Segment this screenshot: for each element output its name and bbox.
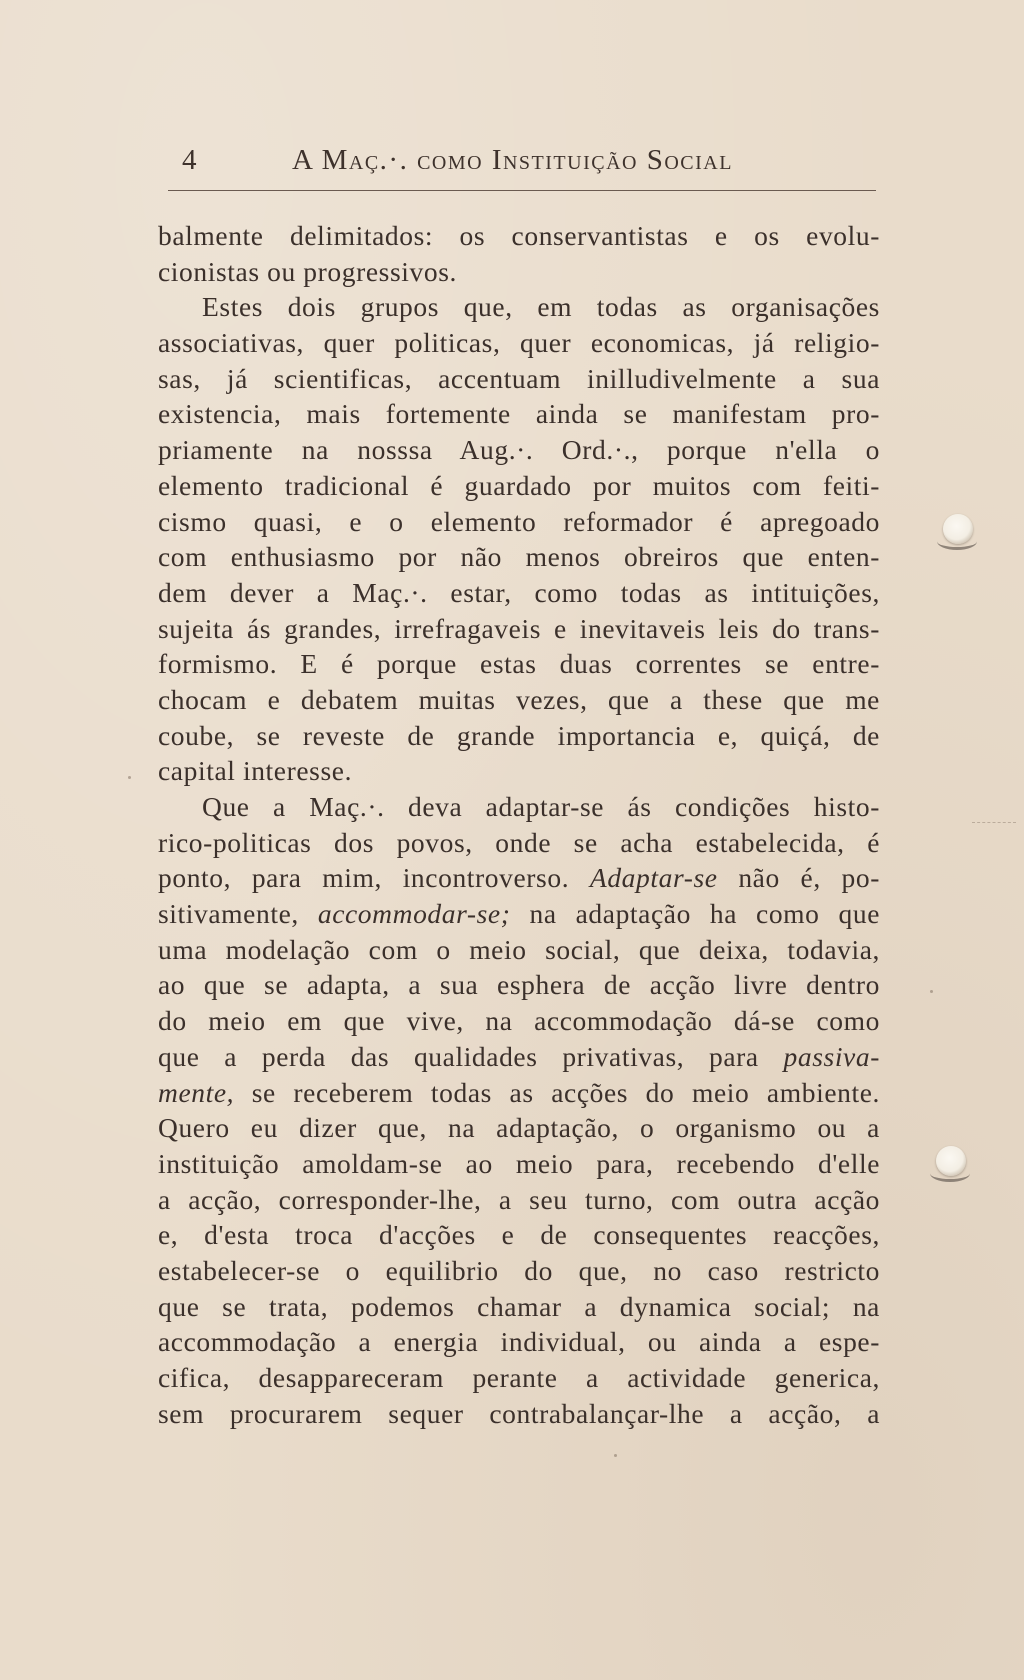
text-line: do meio em que vive, na accommodação dá-se como [158,1005,880,1037]
text-line [158,1039,880,1075]
text-line: formismo. E é porque estas duas correntes se entre- [158,648,880,680]
text-segment: se receberem todas as acções do meio ambiente. [251,1076,880,1108]
text-line: capital interesse. [158,755,353,787]
text-line: balmente delimitados: os conservantistas e os evolu- [158,220,880,251]
binding-hole-top [943,514,973,544]
text-line: e, d'esta troca d'acções e de consequentes reacções, [158,1219,880,1251]
text-line: sujeita ás grandes, irrefragaveis e inevitaveis leis do trans- [158,612,880,644]
text-line: uma modelação com o meio social, que deixa, todavia, [158,933,880,965]
text-line: Quero eu dizer que, na adaptação, o organismo ou a [158,1112,880,1144]
text-line [158,896,880,932]
italic-term: mente, [158,1076,235,1108]
text-line [158,1075,880,1111]
text-line: elemento tradicional é guardado por muitos com feiti- [158,469,880,501]
text-line: cionistas ou progressivos. [158,255,457,287]
text-segment: que a perda das qualidades privativas, para [158,1040,759,1072]
text-line: Estes dois grupos que, em todas as organisações [202,291,880,323]
text-line: associativas, quer politicas, quer economicas, já religio- [158,327,880,359]
text-line: chocam e debatem muitas vezes, que a these que me [158,683,880,715]
text-line: cismo quasi, e o elemento reformador é apregoado [158,505,880,537]
text-line: dem dever a Maç.·. estar, como todas as intituições, [158,576,880,608]
paper-speck [930,990,933,993]
text-line: sas, já scientificas, accentuam inilludivelmente a sua [158,362,880,394]
margin-mark [972,822,1016,831]
text-line: rico-politicas dos povos, onde se acha estabelecida, é [158,826,880,858]
text-line: que se trata, podemos chamar a dynamica social; na [158,1290,880,1322]
text-line: priamente na nosssa Aug.·. Ord.·., porque n'ella o [158,434,880,466]
text-line: existencia, mais fortemente ainda se manifestam pro- [158,398,880,430]
text-line: a acção, corresponder-lhe, a seu turno, com outra acção [158,1183,880,1215]
page-number: 4 [182,144,198,176]
text-line: ao que se adapta, a sua esphera de acção livre dentro [158,969,880,1001]
paper-speck [614,1454,617,1457]
page-header [168,142,876,182]
text-line: coube, se reveste de grande importancia e, quiçá, de [158,719,880,751]
text-segment: sitivamente, [158,898,299,930]
text-segment: não é, po- [738,862,880,894]
italic-term: Adaptar-se [589,862,718,894]
text-line: Que a Maç.·. deva adaptar-se ás condições histo- [202,791,880,822]
text-line: accommodação a energia individual, ou ainda a espe- [158,1326,880,1358]
paper-speck [128,776,131,779]
text-line: estabelecer-se o equilibrio do que, no caso restricto [158,1254,880,1286]
italic-term: passiva- [783,1040,880,1072]
text-line: instituição amoldam-se ao meio para, recebendo d'elle [158,1147,880,1179]
text-line: cifica, desappareceram perante a actividade generica, [158,1362,880,1393]
body-text [158,218,880,1431]
running-title: A Maç.·. como Instituição Social [292,144,733,176]
text-line [158,860,880,896]
binding-hole-bottom [936,1146,966,1176]
text-segment: na adaptação ha como que [529,898,880,930]
text-line: sem procurarem sequer contrabalançar-lhe a acção, a [158,1397,880,1429]
italic-term: accommodar-se; [317,898,511,930]
header-rule [168,190,876,191]
text-line: com enthusiasmo por não menos obreiros que enten- [158,541,880,573]
text-segment: ponto, para mim, incontroverso. [158,862,570,894]
